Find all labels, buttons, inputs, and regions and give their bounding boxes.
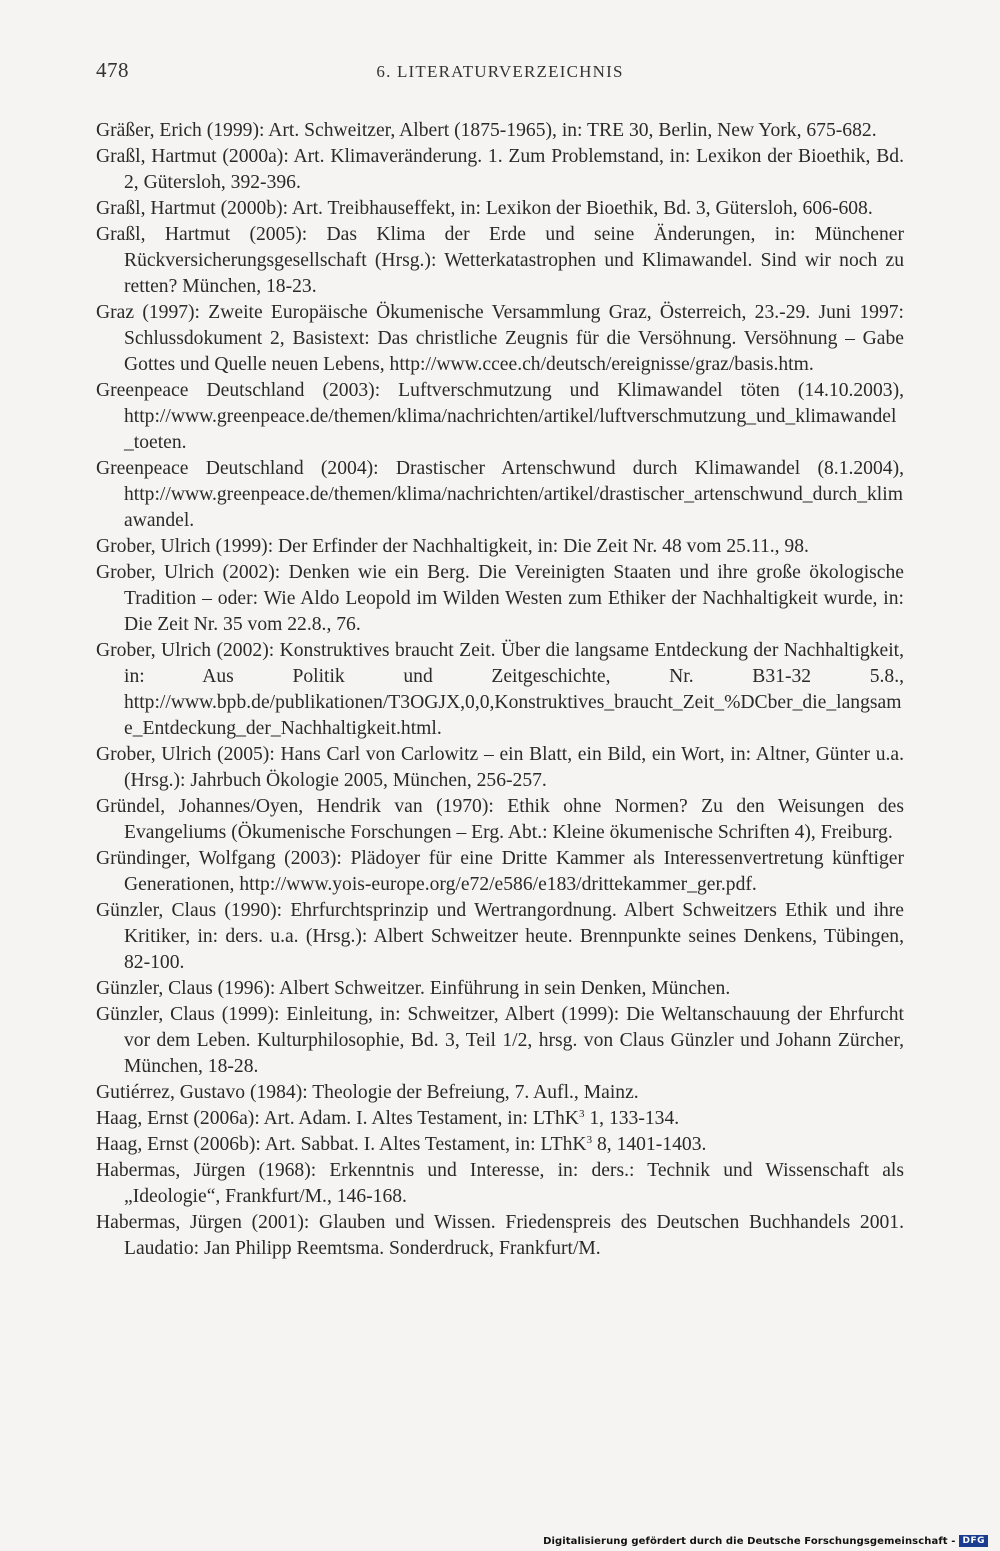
bibliography-entry: Grober, Ulrich (2002): Konstruktives braucht Zeit. Über die langsame Entdeckung der Nachhaltigkeit, in: Aus Politik und Zeitgeschichte, Nr. B31-32 5.8., http://www.bpb.de/publikationen/T3OGJX,0,0,Konstruktives_braucht_Zeit_%DCber_die_langsame_Entdeckung_der_Nachhaltigkeit.html. [96, 640, 904, 739]
running-title: 6. LITERATURVERZEICHNIS [376, 62, 624, 81]
bibliography-entry: Graz (1997): Zweite Europäische Ökumenische Versammlung Graz, Österreich, 23.-29. Juni 1997: Schlussdokument 2, Basistext: Das christliche Zeugnis für die Versöhnung. Versöhnung – Gabe Gottes und Quelle neuen Lebens, http://www.ccee.ch/deutsch/ereignisse/graz/basis.htm. [96, 302, 904, 375]
footer-text: Digitalisierung gefördert durch die Deutsche Forschungsgemeinschaft - [543, 1535, 956, 1547]
entry-text: Haag, Ernst (2006b): Art. Sabbat. I. Altes Testament, in: LThK [96, 1134, 587, 1155]
dfg-logo: DFG [959, 1535, 988, 1547]
bibliography-entry: Graßl, Hartmut (2000a): Art. Klimaveränderung. 1. Zum Problemstand, in: Lexikon der Bioethik, Bd. 2, Gütersloh, 392-396. [96, 146, 904, 193]
entry-text: 1, 133-134. [584, 1108, 680, 1129]
bibliography-entry: Gründel, Johannes/Oyen, Hendrik van (1970): Ethik ohne Normen? Zu den Weisungen des Evangeliums (Ökumenische Forschungen – Erg. Abt.: Kleine ökumenische Schriften 4), Freiburg. [96, 796, 904, 843]
bibliography-entry: Grober, Ulrich (2005): Hans Carl von Carlowitz – ein Blatt, ein Bild, ein Wort, in: Altner, Günter u.a. (Hrsg.): Jahrbuch Ökologie 2005, München, 256-257. [96, 744, 904, 791]
bibliography-entry [96, 1106, 904, 1132]
edition-superscript: 3 [578, 1108, 585, 1120]
bibliography-entry: Gründinger, Wolfgang (2003): Plädoyer für eine Dritte Kammer als Interessenvertretung künftiger Generationen, http://www.yois-europe.org/e72/e586/e183/drittekammer_ger.pdf. [96, 848, 904, 895]
bibliography-entry: Günzler, Claus (1996): Albert Schweitzer. Einführung in sein Denken, München. [96, 978, 731, 999]
digitization-footer [543, 1535, 988, 1547]
page-header [96, 58, 904, 94]
entry-text: Haag, Ernst (2006a): Art. Adam. I. Altes Testament, in: LThK [96, 1108, 579, 1129]
bibliography-entry: Greenpeace Deutschland (2004): Drastischer Artenschwund durch Klimawandel (8.1.2004), http://www.greenpeace.de/themen/klima/nachrichten/artikel/drastischer_artenschwund_durch_klimawandel. [96, 458, 904, 531]
page-number: 478 [96, 58, 129, 82]
bibliography-entry: Greenpeace Deutschland (2003): Luftverschmutzung und Klimawandel töten (14.10.2003), http://www.greenpeace.de/themen/klima/nachrichten/artikel/luftverschmutzung_und_klimawandel_toeten. [96, 380, 904, 453]
bibliography-entry: Graßl, Hartmut (2000b): Art. Treibhauseffekt, in: Lexikon der Bioethik, Bd. 3, Gütersloh, 606-608. [96, 198, 873, 219]
bibliography-entry: Günzler, Claus (1990): Ehrfurchtsprinzip und Wertrangordnung. Albert Schweitzers Ethik und ihre Kritiker, in: ders. u.a. (Hrsg.): Albert Schweitzer heute. Brennpunkte seines Denkens, Tübingen, 82-100. [96, 900, 904, 973]
edition-superscript: 3 [586, 1134, 593, 1146]
bibliography-entry: Gutiérrez, Gustavo (1984): Theologie der Befreiung, 7. Aufl., Mainz. [96, 1082, 639, 1103]
bibliography-entry: Günzler, Claus (1999): Einleitung, in: Schweitzer, Albert (1999): Die Weltanschauung der Ehrfurcht vor dem Leben. Kulturphilosophie, Bd. 3, Teil 1/2, hrsg. von Claus Günzler und Johann Zürcher, München, 18-28. [96, 1004, 904, 1077]
bibliography-entry: Habermas, Jürgen (2001): Glauben und Wissen. Friedenspreis des Deutschen Buchhandels 2001. Laudatio: Jan Philipp Reemtsma. Sonderdruck, Frankfurt/M. [96, 1212, 904, 1259]
bibliography-entry: Grober, Ulrich (1999): Der Erfinder der Nachhaltigkeit, in: Die Zeit Nr. 48 vom 25.11., 98. [96, 536, 809, 557]
bibliography-entry [96, 1132, 904, 1158]
bibliography-entry: Habermas, Jürgen (1968): Erkenntnis und Interesse, in: ders.: Technik und Wissenschaft als „Ideologie“, Frankfurt/M., 146-168. [96, 1160, 904, 1207]
bibliography-entry: Grober, Ulrich (2002): Denken wie ein Berg. Die Vereinigten Staaten und ihre große ökologische Tradition – oder: Wie Aldo Leopold im Wilden Westen zum Ethiker der Nachhaltigkeit wurde, in: Die Zeit Nr. 35 vom 22.8., 76. [96, 562, 904, 635]
bibliography-entry: Gräßer, Erich (1999): Art. Schweitzer, Albert (1875-1965), in: TRE 30, Berlin, New York, 675-682. [96, 120, 877, 141]
entry-text: 8, 1401-1403. [592, 1134, 707, 1155]
bibliography-entry: Graßl, Hartmut (2005): Das Klima der Erde und seine Änderungen, in: Münchener Rückversicherungsgesellschaft (Hrsg.): Wetterkatastrophen und Klimawandel. Sind wir noch zu retten? München, 18-23. [96, 224, 904, 297]
bibliography-list [96, 118, 904, 1262]
